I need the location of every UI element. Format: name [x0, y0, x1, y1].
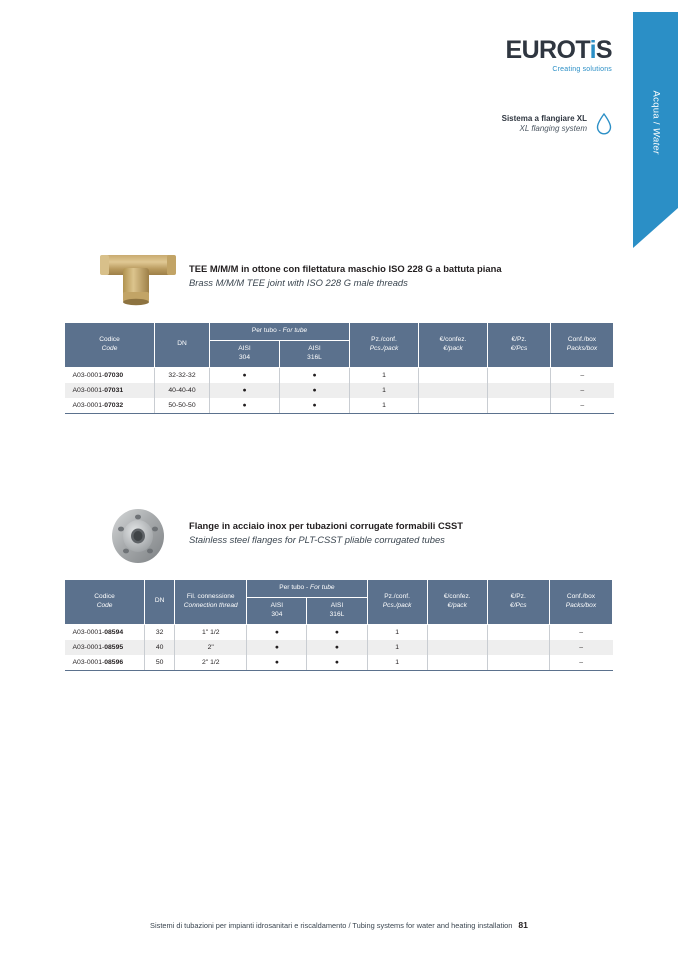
- cell-pcs-pack: 1: [367, 640, 427, 655]
- product-title-it: Flange in acciaio inox per tubazioni corrugate formabili CSST: [189, 520, 464, 531]
- th-eur-pcs: [487, 580, 549, 625]
- th-aisi-304-l1: AISI: [270, 601, 284, 609]
- cell-eur-pack: [427, 640, 487, 655]
- cell-eur-pack: [419, 367, 488, 383]
- cell-aisi304: ●: [210, 367, 280, 383]
- table-row: [65, 383, 614, 398]
- cell-thread: 1" 1/2: [175, 624, 247, 640]
- cell-eur-pcs: [488, 367, 551, 383]
- cell-aisi316: ●: [307, 640, 367, 655]
- cell-packs-box: –: [549, 624, 612, 640]
- cell-code: [65, 624, 145, 640]
- th-eur-pcs: [488, 323, 551, 368]
- system-title-it: Sistema a flangiare XL: [501, 114, 587, 123]
- side-tab-label: [650, 91, 661, 155]
- product-section-flange: [64, 505, 613, 671]
- th-packs-box: [549, 580, 612, 625]
- brand-tagline: Creating solutions: [552, 66, 612, 73]
- th-aisi-316: [280, 340, 350, 367]
- page-number: 81: [518, 920, 528, 930]
- cell-eur-pcs: [487, 640, 549, 655]
- table-row: [65, 367, 614, 383]
- th-packs-box: [551, 323, 614, 368]
- cell-dn: 50-50-50: [155, 398, 210, 414]
- cell-dn: 50: [145, 655, 175, 671]
- th-code-it: Codice: [94, 592, 115, 600]
- cell-aisi316: ●: [280, 367, 350, 383]
- th-code: [65, 323, 155, 368]
- cell-eur-pcs: [487, 624, 549, 640]
- th-eur-pcs-it: €/Pz.: [511, 335, 527, 343]
- th-aisi-304-l1: AISI: [238, 344, 251, 352]
- side-tab-label-it: Acqua: [650, 90, 661, 119]
- side-tab-notch: [633, 208, 678, 248]
- th-aisi-304-l2: 304: [238, 353, 250, 361]
- cell-code-plain: A03-0001-: [72, 643, 105, 651]
- cell-eur-pack: [427, 624, 487, 640]
- th-packs-box-it: Conf./box: [566, 592, 596, 600]
- spec-table-tee: [64, 322, 614, 414]
- th-pcs-pack-it: Pz./conf.: [371, 335, 397, 343]
- th-eur-pack-en: €/pack: [447, 601, 467, 609]
- cell-aisi304: ●: [247, 624, 307, 640]
- brand-name-i: i: [589, 36, 596, 64]
- cell-eur-pack: [427, 655, 487, 671]
- cell-dn: 32: [145, 624, 175, 640]
- cell-code-plain: A03-0001-: [72, 628, 105, 636]
- cell-packs-box: –: [549, 640, 612, 655]
- water-drop-icon: [596, 113, 612, 135]
- th-packs-box-en: Packs/box: [565, 601, 597, 609]
- cell-code: [65, 367, 155, 383]
- cell-packs-box: –: [551, 367, 614, 383]
- cell-dn: 40-40-40: [155, 383, 210, 398]
- side-tab-label-en: Water: [650, 127, 661, 155]
- cell-eur-pcs: [488, 383, 551, 398]
- brand-wordmark: [506, 38, 613, 63]
- product-header-flange: [64, 505, 613, 567]
- th-eur-pack-en: €/pack: [443, 344, 463, 352]
- th-aisi-316: [307, 597, 367, 624]
- brand-name-suffix: S: [595, 36, 612, 64]
- th-code-it: Codice: [99, 335, 120, 343]
- cell-aisi316: ●: [280, 398, 350, 414]
- th-aisi-316-l1: AISI: [308, 344, 321, 352]
- cell-eur-pack: [419, 383, 488, 398]
- cell-code: [65, 640, 145, 655]
- cell-code: [65, 383, 155, 398]
- cell-eur-pcs: [487, 655, 549, 671]
- th-aisi-304: [247, 597, 307, 624]
- cell-code-bold: 08594: [104, 628, 124, 636]
- th-pcs-pack: [367, 580, 427, 625]
- table-header-row-top: [65, 323, 614, 341]
- th-code-en: Code: [101, 344, 118, 352]
- product-title-it: TEE M/M/M in ottone con filettatura maschio ISO 228 G a battuta piana: [189, 263, 502, 274]
- product-titles-tee: [189, 262, 609, 289]
- brand-name-prefix: EUROT: [505, 36, 590, 64]
- table-header-row-top: [65, 580, 613, 598]
- side-tab-separator: /: [650, 118, 661, 128]
- cell-code-bold: 07032: [104, 401, 124, 409]
- cell-aisi316: ●: [307, 624, 367, 640]
- system-header-text: [502, 114, 587, 134]
- th-code-en: Code: [96, 601, 113, 609]
- spec-table-flange: [64, 579, 613, 671]
- cell-packs-box: –: [551, 398, 614, 414]
- stainless-steel-flange-photo: [90, 505, 186, 567]
- cell-code-bold: 08595: [104, 643, 124, 651]
- table-row: [65, 398, 614, 414]
- cell-packs-box: –: [551, 383, 614, 398]
- cell-pcs-pack: 1: [350, 398, 419, 414]
- cell-code-bold: 08596: [104, 658, 124, 666]
- th-packs-box-it: Conf./box: [567, 335, 597, 343]
- product-section-tee: [64, 248, 613, 414]
- cell-eur-pcs: [488, 398, 551, 414]
- th-for-tube-en: For tube: [310, 584, 335, 591]
- product-title-en: Stainless steel flanges for PLT-CSST pliable corrugated tubes: [189, 533, 445, 545]
- th-packs-box-en: Packs/box: [566, 344, 598, 352]
- cell-code-plain: A03-0001-: [72, 401, 105, 409]
- th-pcs-pack-en: Pcs./pack: [369, 344, 399, 352]
- system-title-en: XL flanging system: [519, 124, 587, 133]
- th-eur-pack-it: €/confez.: [439, 335, 467, 343]
- cell-pcs-pack: 1: [367, 624, 427, 640]
- cell-pcs-pack: 1: [367, 655, 427, 671]
- cell-code-bold: 07031: [104, 386, 124, 394]
- footer-text: Sistemi di tubazioni per impianti idrosanitari e riscaldamento / Tubing systems for water and heating installation: [150, 921, 513, 930]
- cell-code: [65, 655, 145, 671]
- cell-aisi304: ●: [210, 398, 280, 414]
- cell-packs-box: –: [549, 655, 612, 671]
- th-connection-thread-en: Connection thread: [183, 601, 238, 609]
- th-eur-pack: [427, 580, 487, 625]
- th-aisi-316-l2: 316L: [329, 610, 345, 618]
- table-row: [65, 655, 613, 671]
- th-for-tube-it: Per tubo -: [279, 584, 309, 591]
- th-for-tube-it: Per tubo -: [251, 327, 281, 334]
- cell-code-plain: A03-0001-: [72, 371, 105, 379]
- cell-code-plain: A03-0001-: [72, 386, 105, 394]
- cell-code: [65, 398, 155, 414]
- cell-dn: 40: [145, 640, 175, 655]
- section-side-tab: [633, 12, 678, 248]
- cell-code-bold: 07030: [104, 371, 124, 379]
- brass-tee-fitting-photo: [90, 248, 186, 310]
- cell-dn: 32-32-32: [155, 367, 210, 383]
- th-code: [65, 580, 145, 625]
- product-header-tee: [64, 248, 613, 310]
- cell-thread: 2": [175, 640, 247, 655]
- th-aisi-304-l2: 304: [271, 610, 283, 618]
- th-pcs-pack-en: Pcs./pack: [382, 601, 412, 609]
- table-row: [65, 624, 613, 640]
- th-eur-pack: [419, 323, 488, 368]
- table-row: [65, 640, 613, 655]
- th-aisi-316-l1: AISI: [330, 601, 344, 609]
- page-footer: [0, 920, 678, 930]
- cell-pcs-pack: 1: [350, 383, 419, 398]
- cell-code-plain: A03-0001-: [72, 658, 105, 666]
- th-dn: DN: [145, 580, 175, 625]
- th-pcs-pack: [350, 323, 419, 368]
- cell-aisi304: ●: [247, 640, 307, 655]
- cell-eur-pack: [419, 398, 488, 414]
- system-header: [502, 113, 612, 135]
- th-for-tube: [210, 323, 350, 341]
- cell-aisi304: ●: [210, 383, 280, 398]
- th-dn: DN: [155, 323, 210, 368]
- th-connection-thread-it: Fil. connessione: [186, 592, 235, 600]
- product-titles-flange: [189, 519, 609, 546]
- th-aisi-316-l2: 316L: [307, 353, 322, 361]
- th-pcs-pack-it: Pz./conf.: [384, 592, 410, 600]
- th-connection-thread: [175, 580, 247, 625]
- th-eur-pcs-en: €/Pcs: [510, 344, 528, 352]
- th-for-tube-en: For tube: [282, 327, 308, 334]
- cell-aisi316: ●: [280, 383, 350, 398]
- cell-aisi316: ●: [307, 655, 367, 671]
- th-eur-pcs-it: €/Pz.: [510, 592, 526, 600]
- th-aisi-304: [210, 340, 280, 367]
- th-eur-pack-it: €/confez.: [443, 592, 471, 600]
- cell-pcs-pack: 1: [350, 367, 419, 383]
- cell-aisi304: ●: [247, 655, 307, 671]
- th-eur-pcs-en: €/Pcs: [510, 601, 527, 609]
- product-title-en: Brass M/M/M TEE joint with ISO 228 G male threads: [189, 276, 408, 288]
- cell-thread: 2" 1/2: [175, 655, 247, 671]
- brand-logo: [506, 38, 613, 73]
- th-for-tube: [247, 580, 367, 598]
